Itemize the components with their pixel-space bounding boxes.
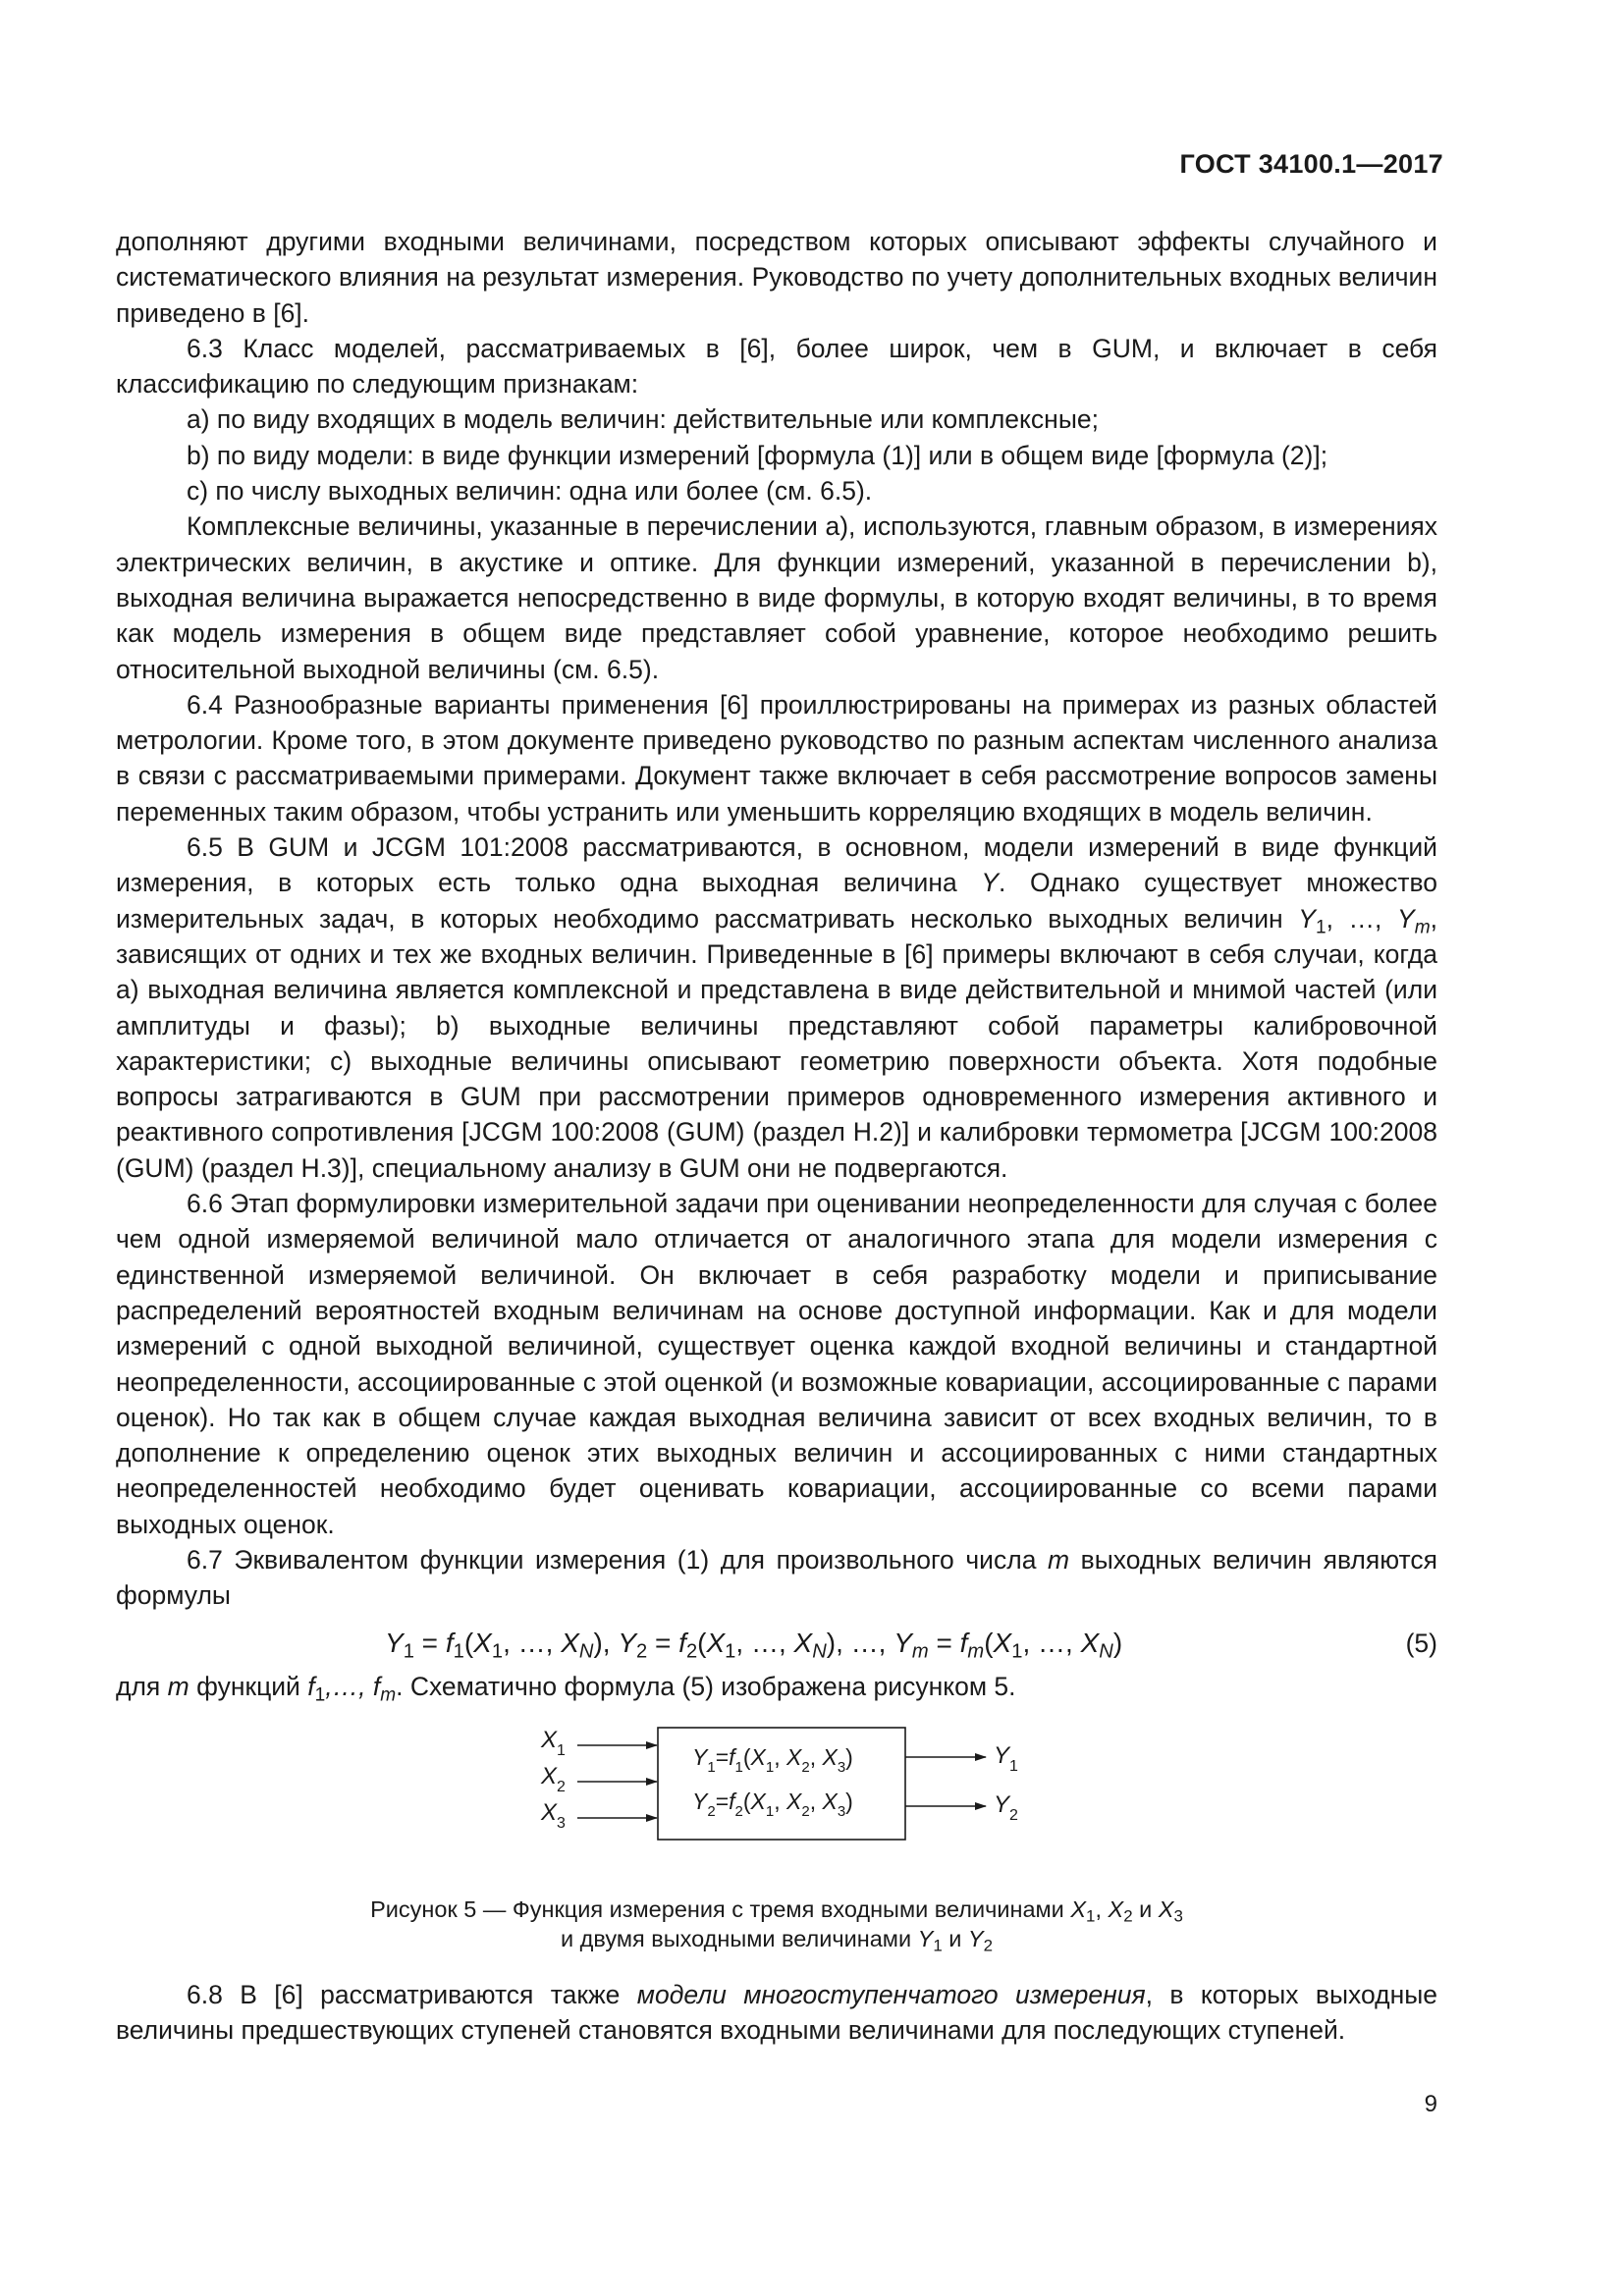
formula-5 xyxy=(116,1620,1437,1667)
document-body xyxy=(116,224,1437,2048)
input-label-x2: $X_2$ xyxy=(541,1762,566,1795)
paragraph-6-7: 6.7 Эквивалентом функции измерения (1) для произвольного числа m выходных величин являются формулы xyxy=(116,1544,1437,1611)
formula-expression: $Y_1 = f_1(X_1$, …, $X_N$), $Y_2 = f_2(X_1$, …, $X_N$), …, $Y_m = f_m(X_1$, …, $X_N$) xyxy=(385,1627,1123,1663)
formula-number: (5) xyxy=(1405,1628,1437,1658)
paragraph-6-8: 6.8 В [6] рассматриваются также модели многоступенчатого измерения, в которых выходные величины предшествующих ступеней становятся входными величинами для последующих ступеней. xyxy=(116,1979,1437,2046)
input-label-x1: $X_1$ xyxy=(541,1726,566,1759)
box-equation-1: $Y_1=f_1(X_1$, $X_2$, $X_3$) xyxy=(692,1743,853,1776)
input-label-x3: $X_3$ xyxy=(541,1798,566,1832)
list-item-c: c) по числу выходных величин: одна или более (см. 6.5). xyxy=(187,476,873,507)
list-item-b: b) по виду модели: в виде функции измерений [формула (1)] или в общем виде [формула (2)]; xyxy=(187,440,1328,470)
document-header: ГОСТ 34100.1—2017 xyxy=(1179,149,1443,179)
paragraph-continuation: дополняют другими входными величинами, посредством которых описывают эффекты случайного и систематического влияния на результат измерения. Руководство по учету дополнительных входных величин приведено в [6]. xyxy=(116,227,1437,328)
output-label-y2: $Y_2$ xyxy=(994,1790,1018,1824)
paragraph-6-6: 6.6 Этап формулировки измерительной задачи при оценивании неопределенности для случая с более чем одной измеряемой величиной мало отличается от аналогичного этапа для модели измерения с единственной измеряемой величиной. Он включает в себя разработку модели и приписывание распределений вероятностей входным величинам на основе доступной информации. Как и для модели измерений с одной выходной величиной, существует оценка каждой входной величины и стандартной неопределенности, ассоциированные с этой оценкой (и возможные ковариации, ассоциированные с парами оценок). Но так как в общем случае каждая выходная величина зависит от всех входных величин, то в дополнение к определению оценок этих выходных величин и ассоциированных с ними стандартных неопределенностей необходимо будет оценивать ковариации, ассоциированные со всеми парами выходных оценок. xyxy=(116,1189,1437,1539)
box-equation-2: $Y_2=f_2(X_1$, $X_2$, $X_3$) xyxy=(692,1788,853,1820)
paragraph-6-5: 6.5 В GUM и JCGM 101:2008 рассматриваются, в основном, модели измерений в виде функций измерения, в которых есть только одна выходная величина Y. Однако существует множество измерительных задач, в которых необходимо рассматривать несколько выходных величин $Y_1$, …, $Y_m$, зависящих от одних и тех же входных величин. Приведенные в [6] примеры включают в себя случаи, когда а) выходная величина является комплексной и представлена в виде действительной и мнимой частей (или амплитуды и фазы); b) выходные величины представляют собой параметры калибровочной характеристики; с) выходные величины описывают геометрию поверхности объекта. Хотя подобные вопросы затрагиваются в GUM при рассмотрении примеров одновременного измерения активного и реактивного сопротивления [JCGM 100:2008 (GUM) (раздел H.2)] и калибровки термометра [JCGM 100:2008 (GUM) (раздел H.3)], специальному анализу в GUM они не подвергаются. xyxy=(116,832,1438,1183)
paragraph-6-4: 6.4 Разнообразные варианты применения [6] проиллюстрированы на примерах из разных областей метрологии. Кроме того, в этом документе приведено руководство по разным аспектам численного анализа в связи с рассматриваемыми примерами. Документ также включает в себя рассмотрение вопросов замены переменных таким образом, чтобы устранить или уменьшить корреляцию входящих в модель величин. xyxy=(116,689,1437,827)
paragraph-after-formula: для m функций $f_1,\dots$, $f_m$. Схематично формула (5) изображена рисунком 5. xyxy=(116,1671,1016,1705)
page-number: 9 xyxy=(1424,2091,1437,2117)
output-label-y1: $Y_1$ xyxy=(994,1741,1018,1775)
list-item-a: a) по виду входящих в модель величин: действительные или комплексные; xyxy=(187,404,1099,435)
figure-5-diagram xyxy=(116,1718,1437,1895)
caption-line-2: и двумя выходными величинами $Y_1$ и $Y_2$ xyxy=(561,1925,993,1955)
paragraph-complex: Комплексные величины, указанные в перечислении а), используются, главным образом, в измерениях электрических величин, в акустике и оптике. Для функции измерений, указанной в перечислении b), выходная величина выражается непосредственно в виде формулы, в которую входят величины, в то время как модель измерения в общем виде представляет собой уравнение, которое необходимо решить относительной выходной величины (см. 6.5). xyxy=(116,511,1437,684)
paragraph-6-3: 6.3 Класс моделей, рассматриваемых в [6], более широк, чем в GUM, и включает в себя классификацию по следующим признакам: xyxy=(116,333,1437,400)
figure-caption xyxy=(116,1895,1437,1953)
caption-line-1: Рисунок 5 — Функция измерения с тремя входными величинами $X_1$, $X_2$ и $X_3$ xyxy=(370,1896,1183,1926)
